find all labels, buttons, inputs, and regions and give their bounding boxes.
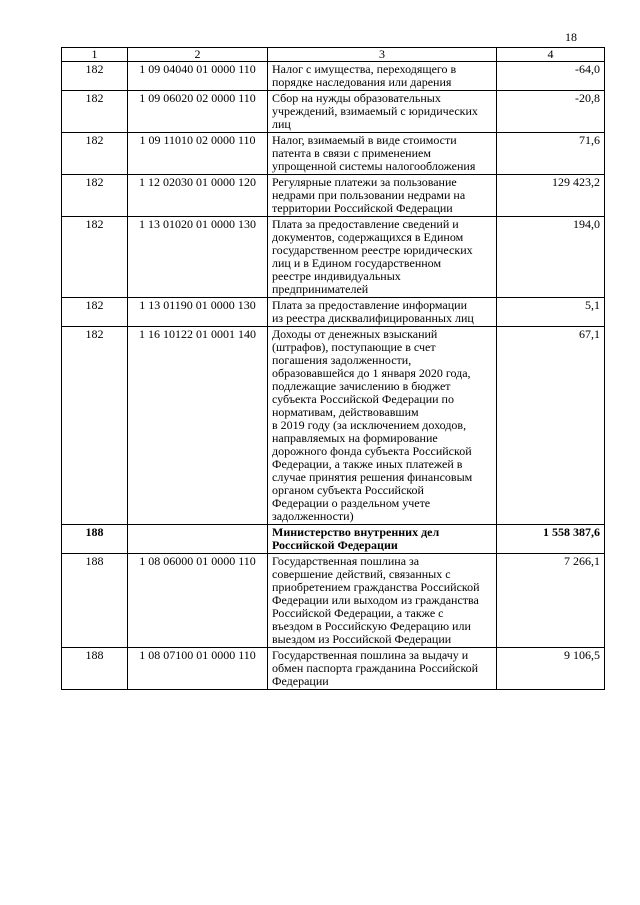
revenue-description-cell: Государственная пошлина за выдачу и обмен паспорта гражданина Российской Федерации	[268, 648, 497, 690]
revenue-description-cell: Налог, взимаемый в виде стоимости патента в связи с применением упрощенной системы налогообложения	[268, 133, 497, 175]
amount-cell: -20,8	[497, 91, 605, 133]
budget-classification-code-cell: 1 13 01190 01 0000 130	[128, 298, 268, 327]
amount-cell: 7 266,1	[497, 554, 605, 648]
admin-code-cell: 182	[62, 133, 128, 175]
column-header-3: 3	[268, 48, 497, 62]
admin-code-cell: 188	[62, 525, 128, 554]
budget-classification-code-cell: 1 08 07100 01 0000 110	[128, 648, 268, 690]
admin-code-cell: 188	[62, 554, 128, 648]
revenue-description-cell: Министерство внутренних дел Российской Федерации	[268, 525, 497, 554]
revenue-description-cell: Государственная пошлина за совершение действий, связанных с приобретением гражданства Российской Федерации или выходом из гражданства Российской Федерации, а также с въездом в Российскую Федерацию или выездом из Российской Федерации	[268, 554, 497, 648]
budget-classification-code-cell: 1 08 06000 01 0000 110	[128, 554, 268, 648]
revenue-description-cell: Доходы от денежных взысканий (штрафов), поступающие в счет погашения задолженности, образовавшейся до 1 января 2020 года, подлежащие зачислению в бюджет субъекта Российской Федерации по нормативам, действовавшим в 2019 году (за исключением доходов, направляемых на формирование дорожного фонда субъекта Российской Федерации, а также иных платежей в случае принятия решения финансовым органом субъекта Российской Федерации о раздельном учете задолженности)	[268, 327, 497, 525]
revenue-description-cell: Плата за предоставление сведений и документов, содержащихся в Едином государственном реестре юридических лиц и в Едином государственном реестре индивидуальных предпринимателей	[268, 217, 497, 298]
table-row	[62, 554, 605, 648]
column-header-2: 2	[128, 48, 268, 62]
amount-cell: 129 423,2	[497, 175, 605, 217]
revenue-description-cell: Сбор на нужды образовательных учреждений, взимаемый с юридических лиц	[268, 91, 497, 133]
amount-cell: -64,0	[497, 62, 605, 91]
table-row	[62, 91, 605, 133]
column-header-1: 1	[62, 48, 128, 62]
admin-code-cell: 182	[62, 175, 128, 217]
amount-cell: 9 106,5	[497, 648, 605, 690]
page-number: 18	[565, 30, 577, 44]
table-row	[62, 217, 605, 298]
budget-classification-code-cell: 1 13 01020 01 0000 130	[128, 217, 268, 298]
budget-classification-code-cell: 1 16 10122 01 0001 140	[128, 327, 268, 525]
table-body	[62, 62, 605, 690]
admin-code-cell: 182	[62, 62, 128, 91]
budget-classification-code-cell: 1 09 04040 01 0000 110	[128, 62, 268, 91]
revenue-description-cell: Налог с имущества, переходящего в порядке наследования или дарения	[268, 62, 497, 91]
budget-classification-code-cell: 1 09 11010 02 0000 110	[128, 133, 268, 175]
revenue-description-cell: Регулярные платежи за пользование недрами при пользовании недрами на территории Российской Федерации	[268, 175, 497, 217]
amount-cell: 194,0	[497, 217, 605, 298]
amount-cell: 5,1	[497, 298, 605, 327]
table-row	[62, 648, 605, 690]
budget-revenue-table	[61, 47, 605, 690]
admin-code-cell: 182	[62, 91, 128, 133]
amount-cell: 71,6	[497, 133, 605, 175]
admin-code-cell: 188	[62, 648, 128, 690]
amount-cell: 1 558 387,6	[497, 525, 605, 554]
table-row	[62, 298, 605, 327]
admin-code-cell: 182	[62, 217, 128, 298]
column-header-4: 4	[497, 48, 605, 62]
amount-cell: 67,1	[497, 327, 605, 525]
table-row	[62, 133, 605, 175]
table-row	[62, 62, 605, 91]
budget-classification-code-cell	[128, 525, 268, 554]
table-header-row	[62, 48, 605, 62]
revenue-description-cell: Плата за предоставление информации из реестра дисквалифицированных лиц	[268, 298, 497, 327]
budget-classification-code-cell: 1 12 02030 01 0000 120	[128, 175, 268, 217]
table-row	[62, 327, 605, 525]
budget-classification-code-cell: 1 09 06020 02 0000 110	[128, 91, 268, 133]
table-row	[62, 175, 605, 217]
admin-code-cell: 182	[62, 327, 128, 525]
admin-code-cell: 182	[62, 298, 128, 327]
table-row	[62, 525, 605, 554]
